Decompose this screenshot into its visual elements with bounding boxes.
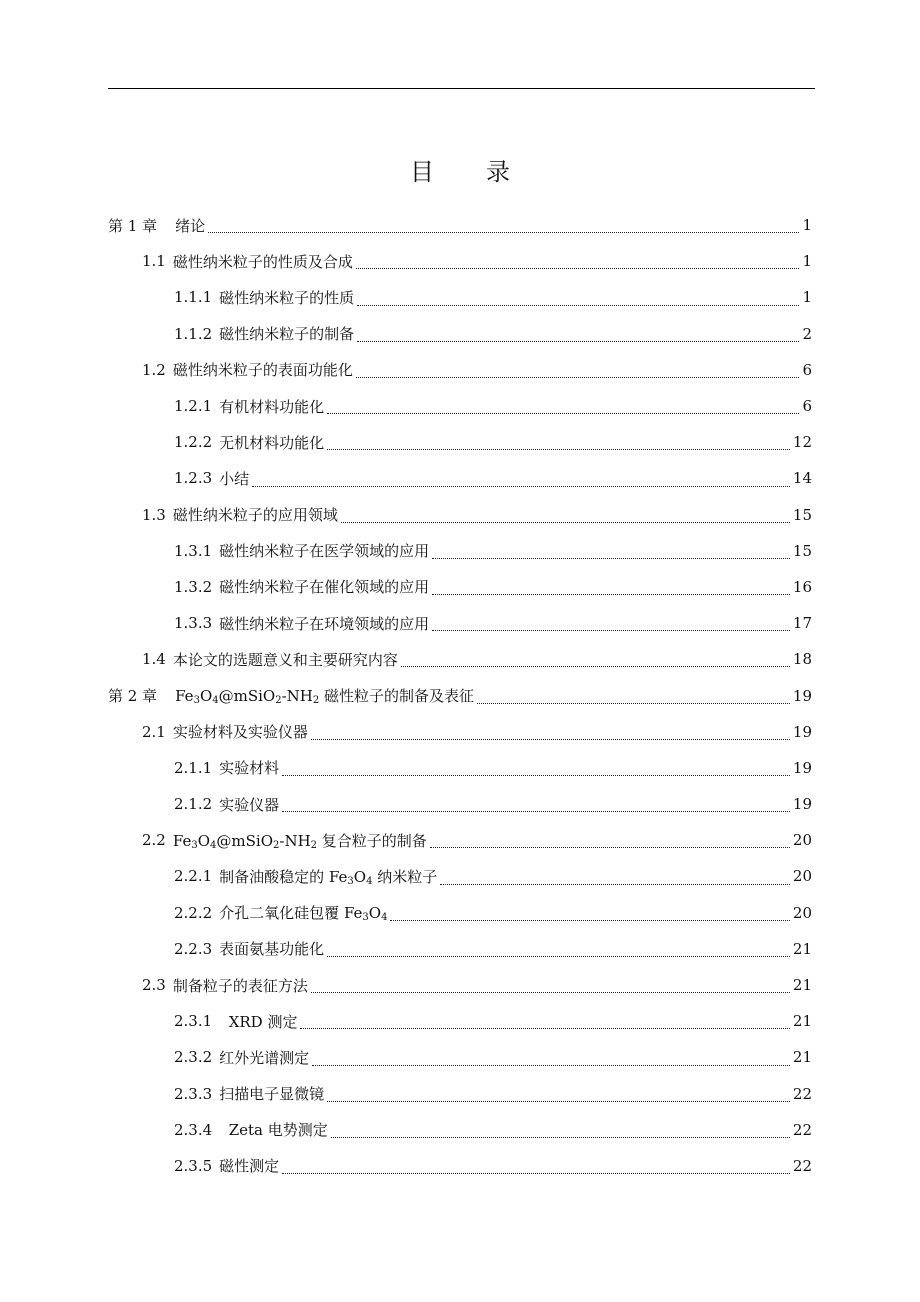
toc-entry-number: 2.1.1	[174, 758, 213, 777]
dot-leader	[208, 231, 799, 233]
toc-entry-number: 2.3.1	[174, 1012, 213, 1031]
dot-leader	[401, 665, 790, 667]
dot-leader	[282, 810, 790, 812]
toc-entry[interactable]	[108, 207, 812, 243]
toc-entry-number: 1.3.1	[174, 541, 213, 560]
toc-entry-label: 磁性测定	[219, 1157, 280, 1176]
toc-entry[interactable]	[108, 931, 812, 967]
toc-entry-label: 磁性纳米粒子在环境领域的应用	[219, 614, 430, 633]
dot-leader	[311, 738, 790, 740]
toc-entry[interactable]	[108, 1076, 812, 1112]
toc-entry-label: 实验材料	[219, 759, 280, 778]
toc-entry-page: 19	[792, 722, 812, 741]
dot-leader	[432, 557, 790, 559]
toc-entry-number: 1.1.1	[174, 288, 213, 307]
toc-entry[interactable]	[108, 641, 812, 677]
toc-entry-page: 22	[792, 1156, 812, 1175]
toc-entry[interactable]	[108, 895, 812, 931]
dot-leader	[357, 304, 799, 306]
toc-entry[interactable]	[108, 316, 812, 352]
toc-entry[interactable]	[108, 677, 812, 713]
toc-entry-number: 2.2.3	[174, 939, 213, 958]
toc-entry-label: 介孔二氧化硅包覆 $Fe_3O_4$	[219, 904, 388, 924]
toc-entry-number: 2.2.1	[174, 867, 213, 886]
toc-entry-number: 2.3.3	[174, 1084, 213, 1103]
toc-entry-number: 1.1.2	[174, 324, 213, 343]
dot-leader	[477, 702, 790, 704]
toc-entry[interactable]	[108, 569, 812, 605]
toc-entry-number: 2.1.2	[174, 795, 213, 814]
toc-entry[interactable]	[108, 533, 812, 569]
toc-entry-label: 无机材料功能化	[219, 433, 325, 452]
toc-entry-page: 22	[792, 1120, 812, 1139]
toc-entry-page: 6	[802, 397, 812, 416]
toc-entry-label: 磁性纳米粒子的性质	[219, 288, 355, 307]
toc-entry-number: 1.4	[142, 650, 166, 669]
dot-leader	[341, 521, 790, 523]
toc-entry-label: $Fe_3O_4@mSiO_2-NH_2$ 磁性粒子的制备及表征	[175, 687, 475, 707]
toc-entry-number: 1.3.3	[174, 614, 213, 633]
toc-entry-label: 磁性纳米粒子的制备	[219, 325, 355, 344]
toc-entry-page: 22	[792, 1084, 812, 1103]
dot-leader	[432, 593, 790, 595]
toc-entry-label: 制备油酸稳定的 $Fe_3O_4$ 纳米粒子	[219, 867, 438, 887]
dot-leader	[440, 883, 790, 885]
toc-entry-number: 2.2.2	[174, 903, 213, 922]
toc-entry-page: 1	[802, 288, 812, 307]
dot-leader	[432, 629, 790, 631]
toc-title: 目 录	[410, 158, 524, 186]
dot-leader	[312, 1064, 790, 1066]
toc-entry-label: 绪论	[175, 216, 206, 235]
dot-leader	[356, 267, 800, 269]
dot-leader	[327, 412, 799, 414]
dot-leader	[356, 376, 800, 378]
dot-leader	[311, 991, 790, 993]
toc-entry-page: 6	[802, 360, 812, 379]
toc-entry-label: Zeta 电势测定	[219, 1121, 328, 1140]
toc-entry[interactable]	[108, 497, 812, 533]
toc-entry-number: 2.2	[142, 831, 166, 850]
table-of-contents	[108, 207, 812, 1184]
toc-entry-page: 12	[792, 433, 812, 452]
toc-entry-label: 磁性纳米粒子的性质及合成	[172, 252, 353, 271]
toc-entry-number: 2.3	[142, 976, 166, 995]
toc-entry-label: 制备粒子的表征方法	[172, 976, 308, 995]
toc-entry-page: 16	[792, 577, 812, 596]
toc-entry-label: 红外光谱测定	[219, 1048, 310, 1067]
header-rule	[108, 88, 815, 89]
toc-entry-label: XRD 测定	[219, 1012, 298, 1031]
toc-entry-page: 17	[792, 614, 812, 633]
toc-entry-page: 15	[792, 505, 812, 524]
toc-entry[interactable]	[108, 605, 812, 641]
toc-entry-number: 1.3	[142, 505, 166, 524]
toc-entry-page: 20	[792, 831, 812, 850]
toc-entry[interactable]	[108, 786, 812, 822]
dot-leader	[390, 919, 789, 921]
toc-entry[interactable]	[108, 750, 812, 786]
toc-entry-label: 本论文的选题意义和主要研究内容	[172, 650, 398, 669]
toc-entry-number: 2.3.5	[174, 1156, 213, 1175]
toc-entry-label: $Fe_3O_4@mSiO_2-NH_2$ 复合粒子的制备	[172, 831, 427, 851]
toc-entry-number: 1.3.2	[174, 577, 213, 596]
dot-leader	[282, 1172, 790, 1174]
toc-entry-number: 1.1	[142, 252, 166, 271]
toc-entry-page: 1	[802, 216, 812, 235]
toc-entry-page: 21	[792, 1048, 812, 1067]
toc-entry-number: 2.3.2	[174, 1048, 213, 1067]
toc-entry[interactable]	[108, 822, 812, 858]
toc-entry-label: 实验材料及实验仪器	[172, 723, 308, 742]
toc-entry[interactable]	[108, 279, 812, 315]
toc-entry-page: 15	[792, 541, 812, 560]
toc-entry-number: 第 1 章	[108, 216, 158, 235]
toc-entry-page: 21	[792, 976, 812, 995]
toc-entry-page: 21	[792, 939, 812, 958]
toc-entry-page: 2	[802, 324, 812, 343]
dot-leader	[331, 1136, 790, 1138]
toc-entry-page: 19	[792, 758, 812, 777]
toc-entry-number: 第 2 章	[108, 687, 158, 706]
toc-entry-label: 磁性纳米粒子的表面功能化	[172, 361, 353, 380]
toc-entry-number: 1.2.2	[174, 433, 213, 452]
dot-leader	[300, 1027, 789, 1029]
toc-entry[interactable]	[108, 1039, 812, 1075]
toc-entry-label: 扫描电子显微镜	[219, 1085, 325, 1104]
dot-leader	[252, 485, 790, 487]
toc-entry-page: 21	[792, 1012, 812, 1031]
dot-leader	[357, 340, 799, 342]
toc-entry-label: 实验仪器	[219, 795, 280, 814]
toc-entry[interactable]	[108, 714, 812, 750]
toc-entry-number: 1.2.3	[174, 469, 213, 488]
toc-entry-label: 小结	[219, 469, 250, 488]
toc-entry-page: 18	[792, 650, 812, 669]
toc-entry-page: 14	[792, 469, 812, 488]
dot-leader	[327, 448, 790, 450]
toc-entry-page: 1	[802, 252, 812, 271]
toc-entry[interactable]	[108, 243, 812, 279]
toc-entry[interactable]	[108, 858, 812, 894]
toc-entry[interactable]	[108, 1003, 812, 1039]
toc-entry-label: 磁性纳米粒子在医学领域的应用	[219, 542, 430, 561]
dot-leader	[282, 774, 790, 776]
toc-entry-page: 20	[792, 867, 812, 886]
toc-entry[interactable]	[108, 424, 812, 460]
dot-leader	[327, 955, 790, 957]
dot-leader	[327, 1100, 790, 1102]
toc-entry-label: 磁性纳米粒子在催化领域的应用	[219, 578, 430, 597]
toc-entry-number: 2.3.4	[174, 1120, 213, 1139]
toc-entry-page: 20	[792, 903, 812, 922]
toc-entry-page: 19	[792, 686, 812, 705]
toc-entry[interactable]	[108, 388, 812, 424]
toc-entry-label: 表面氨基功能化	[219, 940, 325, 959]
toc-entry-number: 1.2	[142, 360, 166, 379]
toc-entry-page: 19	[792, 795, 812, 814]
toc-entry-number: 2.1	[142, 722, 166, 741]
toc-entry-label: 有机材料功能化	[219, 397, 325, 416]
toc-entry-number: 1.2.1	[174, 397, 213, 416]
toc-entry-label: 磁性纳米粒子的应用领域	[172, 506, 338, 525]
toc-entry[interactable]	[108, 967, 812, 1003]
toc-entry[interactable]	[108, 1112, 812, 1148]
toc-entry[interactable]	[108, 1148, 812, 1184]
toc-entry[interactable]	[108, 460, 812, 496]
dot-leader	[430, 846, 790, 848]
toc-entry[interactable]	[108, 352, 812, 388]
